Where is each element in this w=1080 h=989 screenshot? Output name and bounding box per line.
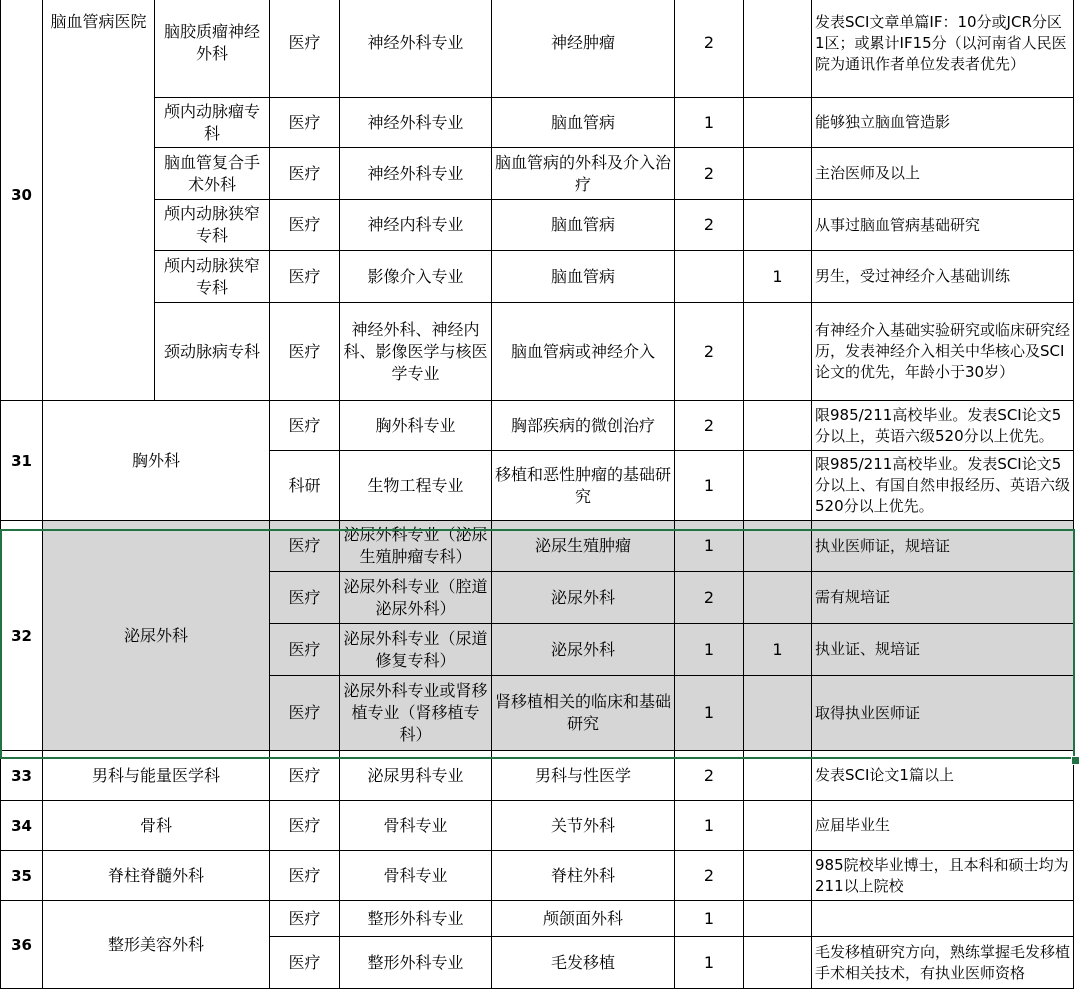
count-a[interactable]: 1 — [675, 98, 744, 148]
dept-name[interactable]: 泌尿外科 — [43, 521, 270, 751]
count-b[interactable] — [744, 751, 812, 801]
table-row[interactable] — [1, 401, 1074, 451]
requirement[interactable]: 有神经介入基础实验研究或临床研究经历，发表神经介入相关中华核心及SCI论文的优先，年龄小于30岁） — [812, 303, 1074, 401]
count-a[interactable]: 1 — [675, 521, 744, 572]
major[interactable]: 神经外科专业 — [340, 0, 492, 98]
post-type[interactable]: 医疗 — [270, 624, 340, 676]
count-a[interactable]: 2 — [675, 572, 744, 624]
research-direction[interactable]: 移植和恶性肿瘤的基础研究 — [492, 451, 675, 521]
table-row[interactable] — [1, 200, 1074, 251]
major[interactable]: 骨科专业 — [340, 851, 492, 901]
major[interactable]: 泌尿外科专业或肾移植专业（肾移植专科） — [340, 676, 492, 751]
table-row[interactable] — [1, 0, 1074, 98]
count-a[interactable]: 1 — [675, 901, 744, 937]
requirement[interactable]: 需有规培证 — [812, 572, 1074, 624]
count-b[interactable] — [744, 572, 812, 624]
count-b[interactable] — [744, 801, 812, 851]
requirement[interactable]: 应届毕业生 — [812, 801, 1074, 851]
major[interactable]: 影像介入专业 — [340, 251, 492, 303]
table-row[interactable] — [1, 148, 1074, 200]
research-direction[interactable]: 关节外科 — [492, 801, 675, 851]
table-row[interactable] — [1, 901, 1074, 937]
requirement[interactable] — [812, 901, 1074, 937]
major[interactable]: 神经外科、神经内科、影像医学与核医学专业 — [340, 303, 492, 401]
requirement[interactable]: 取得执业医师证 — [812, 676, 1074, 751]
post-type[interactable]: 医疗 — [270, 303, 340, 401]
post-type[interactable]: 医疗 — [270, 521, 340, 572]
count-b[interactable] — [744, 303, 812, 401]
count-b[interactable] — [744, 937, 812, 989]
major[interactable]: 泌尿男科专业 — [340, 751, 492, 801]
research-direction[interactable]: 泌尿生殖肿瘤 — [492, 521, 675, 572]
count-a[interactable] — [675, 251, 744, 303]
post-type[interactable]: 医疗 — [270, 801, 340, 851]
post-type[interactable]: 医疗 — [270, 851, 340, 901]
research-direction[interactable]: 男科与性医学 — [492, 751, 675, 801]
table-row[interactable] — [1, 303, 1074, 401]
table-row[interactable] — [1, 98, 1074, 148]
major[interactable]: 神经外科专业 — [340, 148, 492, 200]
sub-dept[interactable]: 脑胶质瘤神经外科 — [155, 0, 270, 98]
sub-dept[interactable]: 颅内动脉瘤专科 — [155, 98, 270, 148]
post-type[interactable]: 医疗 — [270, 148, 340, 200]
dept-name[interactable]: 脑血管病医院 — [43, 0, 155, 401]
count-a[interactable]: 1 — [675, 937, 744, 989]
research-direction[interactable]: 脑血管病 — [492, 200, 675, 251]
table-row[interactable] — [1, 751, 1074, 801]
row-number[interactable]: 34 — [1, 801, 43, 851]
major[interactable]: 神经外科专业 — [340, 98, 492, 148]
sub-dept[interactable]: 颈动脉病专科 — [155, 303, 270, 401]
count-b[interactable] — [744, 521, 812, 572]
table-row[interactable] — [1, 801, 1074, 851]
count-a[interactable]: 2 — [675, 851, 744, 901]
row-number[interactable]: 31 — [1, 401, 43, 521]
research-direction[interactable]: 泌尿外科 — [492, 572, 675, 624]
dept-name[interactable]: 整形美容外科 — [43, 901, 270, 989]
count-b[interactable] — [744, 451, 812, 521]
sub-dept[interactable]: 脑血管复合手术外科 — [155, 148, 270, 200]
requirement[interactable]: 能够独立脑血管造影 — [812, 98, 1074, 148]
major[interactable]: 神经内科专业 — [340, 200, 492, 251]
count-b[interactable] — [744, 851, 812, 901]
count-b[interactable] — [744, 0, 812, 98]
dept-name[interactable]: 骨科 — [43, 801, 270, 851]
dept-name[interactable]: 胸外科 — [43, 401, 270, 521]
fill-handle[interactable] — [1071, 756, 1080, 765]
requirement[interactable]: 限985/211高校毕业。发表SCI论文5分以上、有国自然申报经历、英语六级520分以上优先。 — [812, 451, 1074, 521]
requirement[interactable]: 执业证、规培证 — [812, 624, 1074, 676]
dept-name[interactable]: 男科与能量医学科 — [43, 751, 270, 801]
row-number[interactable]: 33 — [1, 751, 43, 801]
major[interactable]: 泌尿外科专业（泌尿生殖肿瘤专科） — [340, 521, 492, 572]
count-b[interactable] — [744, 676, 812, 751]
major[interactable]: 整形外科专业 — [340, 937, 492, 989]
sub-dept[interactable]: 颅内动脉狭窄专科 — [155, 200, 270, 251]
count-a[interactable]: 2 — [675, 148, 744, 200]
requirement[interactable]: 执业医师证，规培证 — [812, 521, 1074, 572]
post-type[interactable]: 医疗 — [270, 937, 340, 989]
row-number[interactable]: 32 — [1, 521, 43, 751]
count-b[interactable] — [744, 98, 812, 148]
count-a[interactable]: 1 — [675, 624, 744, 676]
post-type[interactable]: 医疗 — [270, 0, 340, 98]
count-a[interactable]: 2 — [675, 401, 744, 451]
research-direction[interactable]: 脑血管病 — [492, 98, 675, 148]
count-a[interactable]: 2 — [675, 751, 744, 801]
table-row[interactable] — [1, 251, 1074, 303]
major[interactable]: 骨科专业 — [340, 801, 492, 851]
requirement[interactable]: 主治医师及以上 — [812, 148, 1074, 200]
count-b[interactable] — [744, 401, 812, 451]
count-a[interactable]: 1 — [675, 676, 744, 751]
research-direction[interactable]: 胸部疾病的微创治疗 — [492, 401, 675, 451]
count-b[interactable] — [744, 148, 812, 200]
post-type[interactable]: 医疗 — [270, 751, 340, 801]
post-type[interactable]: 医疗 — [270, 98, 340, 148]
post-type[interactable]: 科研 — [270, 451, 340, 521]
post-type[interactable]: 医疗 — [270, 401, 340, 451]
requirement[interactable]: 毛发移植研究方向，熟练掌握毛发移植手术相关技术，有执业医师资格 — [812, 937, 1074, 989]
major[interactable]: 生物工程专业 — [340, 451, 492, 521]
research-direction[interactable]: 脊柱外科 — [492, 851, 675, 901]
post-type[interactable]: 医疗 — [270, 676, 340, 751]
post-type[interactable]: 医疗 — [270, 901, 340, 937]
research-direction[interactable]: 脑血管病或神经介入 — [492, 303, 675, 401]
requirement[interactable]: 从事过脑血管病基础研究 — [812, 200, 1074, 251]
count-a[interactable]: 2 — [675, 0, 744, 98]
research-direction[interactable]: 毛发移植 — [492, 937, 675, 989]
post-type[interactable]: 医疗 — [270, 572, 340, 624]
count-b[interactable] — [744, 200, 812, 251]
count-a[interactable]: 1 — [675, 451, 744, 521]
research-direction[interactable]: 脑血管病 — [492, 251, 675, 303]
requirement[interactable]: 男生，受过神经介入基础训练 — [812, 251, 1074, 303]
research-direction[interactable]: 脑血管病的外科及介入治疗 — [492, 148, 675, 200]
row-number[interactable]: 36 — [1, 901, 43, 989]
research-direction[interactable]: 神经肿瘤 — [492, 0, 675, 98]
research-direction[interactable]: 肾移植相关的临床和基础研究 — [492, 676, 675, 751]
research-direction[interactable]: 颅颌面外科 — [492, 901, 675, 937]
requirement[interactable]: 限985/211高校毕业。发表SCI论文5分以上，英语六级520分以上优先。 — [812, 401, 1074, 451]
research-direction[interactable]: 泌尿外科 — [492, 624, 675, 676]
requirement[interactable]: 发表SCI文章单篇IF：10分或JCR分区1区；或累计IF15分（以河南省人民医院为通讯作者单位发表者优先） — [812, 0, 1074, 98]
post-type[interactable]: 医疗 — [270, 251, 340, 303]
count-b[interactable]: 1 — [744, 624, 812, 676]
sub-dept[interactable]: 颅内动脉狭窄专科 — [155, 251, 270, 303]
count-b[interactable]: 1 — [744, 251, 812, 303]
row-number[interactable]: 30 — [1, 0, 43, 401]
table-row[interactable] — [1, 851, 1074, 901]
count-a[interactable]: 1 — [675, 801, 744, 851]
requirement[interactable]: 985院校毕业博士，且本科和硕士均为211以上院校 — [812, 851, 1074, 901]
row-number[interactable]: 35 — [1, 851, 43, 901]
major[interactable]: 胸外科专业 — [340, 401, 492, 451]
dept-name[interactable]: 脊柱脊髓外科 — [43, 851, 270, 901]
count-a[interactable]: 2 — [675, 303, 744, 401]
major[interactable]: 整形外科专业 — [340, 901, 492, 937]
count-b[interactable] — [744, 901, 812, 937]
major[interactable]: 泌尿外科专业（腔道泌尿外科） — [340, 572, 492, 624]
post-type[interactable]: 医疗 — [270, 200, 340, 251]
major[interactable]: 泌尿外科专业（尿道修复专科） — [340, 624, 492, 676]
table-row[interactable] — [1, 521, 1074, 572]
requirement[interactable]: 发表SCI论文1篇以上 — [812, 751, 1074, 801]
count-a[interactable]: 2 — [675, 200, 744, 251]
